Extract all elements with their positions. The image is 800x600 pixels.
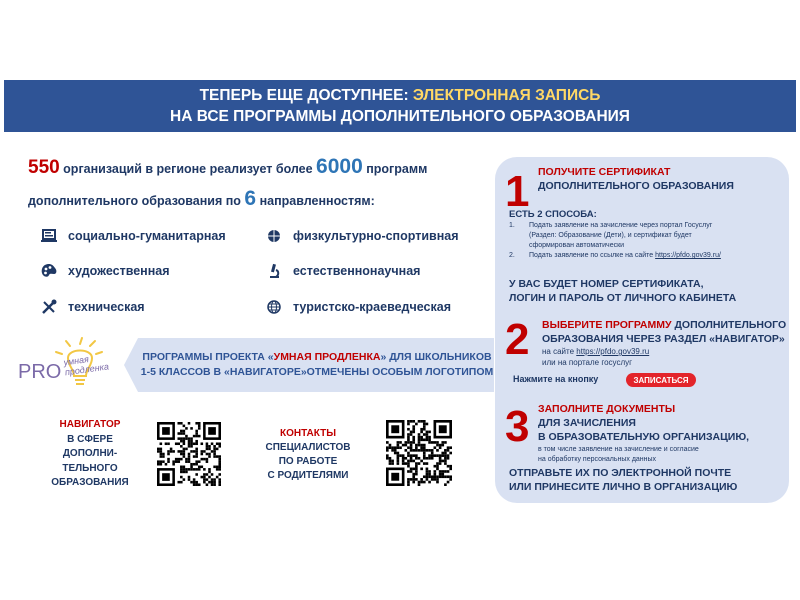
navigator-qr-code[interactable] <box>157 422 221 486</box>
step-2-heading <box>542 318 786 346</box>
direction-label: техническая <box>68 300 145 314</box>
navigator-line: ОБРАЗОВАНИЯ <box>51 477 129 488</box>
step-3-send <box>509 466 737 494</box>
intro-text-3: дополнительного образования по <box>28 194 245 208</box>
send-line: ОТПРАВЬТЕ ИХ ПО ЭЛЕКТРОННОЙ ПОЧТЕ <box>509 467 732 479</box>
direction-label: туристско-краеведческая <box>293 300 451 314</box>
palette-icon <box>40 262 58 280</box>
intro-text <box>28 152 488 216</box>
navigator-line: В СФЕРЕ <box>67 433 113 445</box>
project-note <box>140 350 494 380</box>
step-3-line: В ОБРАЗОВАТЕЛЬНУЮ ОРГАНИЗАЦИЮ, <box>538 431 750 443</box>
step-3-line: ДЛЯ ЗАЧИСЛЕНИЯ <box>538 417 636 429</box>
navigator-line: ТЕЛЬНОГО <box>62 462 118 474</box>
contacts-line: С РОДИТЕЛЯМИ <box>267 470 349 481</box>
banner-line-1 <box>200 85 601 106</box>
way-2-text: Подать заявление по ссылке на сайте <box>529 252 656 259</box>
microscope-icon <box>265 262 283 280</box>
step-3-heading <box>538 402 749 444</box>
contacts-label <box>258 427 358 483</box>
step-1-result <box>509 277 736 305</box>
project-note-line-1 <box>140 350 494 365</box>
banner-highlight: ЭЛЕКТРОННАЯ ЗАПИСЬ <box>412 87 601 104</box>
direction-item <box>265 262 420 280</box>
step-2-number: 2 <box>505 315 530 364</box>
way-text <box>529 221 712 251</box>
step-1-number: 1 <box>505 167 530 216</box>
project-text-2: » ДЛЯ ШКОЛЬНИКОВ <box>380 351 492 363</box>
note-line: на обработку персональных данных <box>538 456 657 463</box>
site-line <box>542 347 649 358</box>
way-number: 2. <box>509 252 515 259</box>
navigator-title: НАВИГАТОР <box>59 419 121 430</box>
step-2-line-2: ОБРАЗОВАНИЯ ЧЕРЕЗ РАЗДЕЛ «НАВИГАТОР» <box>542 333 785 345</box>
globe-icon <box>265 298 283 316</box>
step-2-title-red: ВЫБЕРИТЕ ПРОГРАММУ <box>542 319 672 331</box>
intro-text-4: направленностям: <box>256 194 375 208</box>
result-line: ЛОГИН И ПАРОЛЬ ОТ ЛИЧНОГО КАБИНЕТА <box>509 292 737 304</box>
direction-item <box>40 262 170 280</box>
direction-item <box>40 227 226 245</box>
programs-count: 6000 <box>316 155 363 178</box>
logo-pro-text: PRO <box>18 361 62 383</box>
way-item <box>509 251 779 261</box>
project-logo <box>10 336 122 396</box>
site-prefix: на сайте <box>542 347 577 356</box>
project-highlight: УМНАЯ ПРОДЛЕНКА <box>273 351 381 363</box>
way-text <box>529 251 721 261</box>
directions-count: 6 <box>244 187 257 210</box>
direction-label: физкультурно-спортивная <box>293 229 459 243</box>
direction-item <box>40 298 145 316</box>
project-note-line-2: 1-5 КЛАССОВ В «НАВИГАТОРЕ»ОТМЕЧЕНЫ ОСОБЫМ ЛОГОТИПОМ <box>140 366 494 378</box>
intro-line-1 <box>28 152 488 184</box>
pfdo-link[interactable]: https://pfdo.gov39.ru/ <box>655 252 721 259</box>
step-1-heading <box>538 165 734 193</box>
navigator-label <box>40 418 140 491</box>
navigator-line: ДОПОЛНИ- <box>62 448 118 459</box>
header-banner <box>4 80 796 132</box>
contacts-title: КОНТАКТЫ <box>279 428 337 439</box>
pfdo-site-link[interactable]: https://pfdo.gov39.ru <box>576 347 650 356</box>
enroll-button[interactable]: ЗАПИСАТЬСЯ <box>626 373 696 387</box>
orgs-count: 550 <box>28 157 60 178</box>
step-2-details <box>542 347 649 368</box>
logo-word-text: умная продленка <box>62 354 110 378</box>
intro-text-1: организаций в регионе реализует более <box>59 162 317 176</box>
step-2-title-rest: ДОПОЛНИТЕЛЬНОГО <box>671 319 787 331</box>
intro-text-2: программ <box>362 162 428 176</box>
ways-list <box>509 221 779 261</box>
direction-label: социально-гуманитарная <box>68 229 226 243</box>
result-line: У ВАС БУДЕТ НОМЕР СЕРТИФИКАТА, <box>509 278 704 290</box>
way-item <box>509 221 779 251</box>
banner-prefix: ТЕПЕРЬ ЕЩЕ ДОСТУПНЕЕ: <box>199 87 413 104</box>
direction-label: художественная <box>68 264 170 278</box>
laptop-icon <box>40 227 58 245</box>
way-number: 1. <box>509 222 515 229</box>
intro-line-2 <box>28 184 488 216</box>
direction-label: естественнонаучная <box>293 264 421 278</box>
contacts-qr-code[interactable] <box>386 420 452 486</box>
contacts-line: СПЕЦИАЛИСТОВ <box>265 442 351 453</box>
step-3-number: 3 <box>505 402 530 451</box>
way-1-line: (Раздел: Образование (Дети), и сертификат будет <box>529 232 692 239</box>
step-1-subtitle: ДОПОЛНИТЕЛЬНОГО ОБРАЗОВАНИЯ <box>538 180 734 192</box>
step-1-title: ПОЛУЧИТЕ СЕРТИФИКАТ <box>538 166 671 178</box>
direction-item <box>265 227 459 245</box>
note-line: в том числе заявление на зачисление и согласие <box>538 446 699 453</box>
tools-icon <box>40 298 58 316</box>
project-text-1: ПРОГРАММЫ ПРОЕКТА « <box>142 351 274 363</box>
banner-line-2: НА ВСЕ ПРОГРАММЫ ДОПОЛНИТЕЛЬНОГО ОБРАЗОВАНИЯ <box>170 108 630 125</box>
send-line: ИЛИ ПРИНЕСИТЕ ЛИЧНО В ОРГАНИЗАЦИЮ <box>509 481 738 493</box>
ways-label: ЕСТЬ 2 СПОСОБА: <box>509 209 597 220</box>
step-2-title-line <box>542 318 786 332</box>
portal-line: или на портале госуслуг <box>542 357 633 367</box>
ball-icon <box>265 227 283 245</box>
way-1-line: Подать заявление на зачисление через портал Госуслуг <box>529 222 713 229</box>
way-1-line: сформирован автоматически <box>529 242 625 249</box>
step-3-title: ЗАПОЛНИТЕ ДОКУМЕНТЫ <box>538 403 676 415</box>
step-3-note <box>538 445 699 465</box>
direction-item <box>265 298 451 316</box>
contacts-line: ПО РАБОТЕ <box>278 456 338 467</box>
press-button-label: Нажмите на кнопку <box>513 374 599 384</box>
